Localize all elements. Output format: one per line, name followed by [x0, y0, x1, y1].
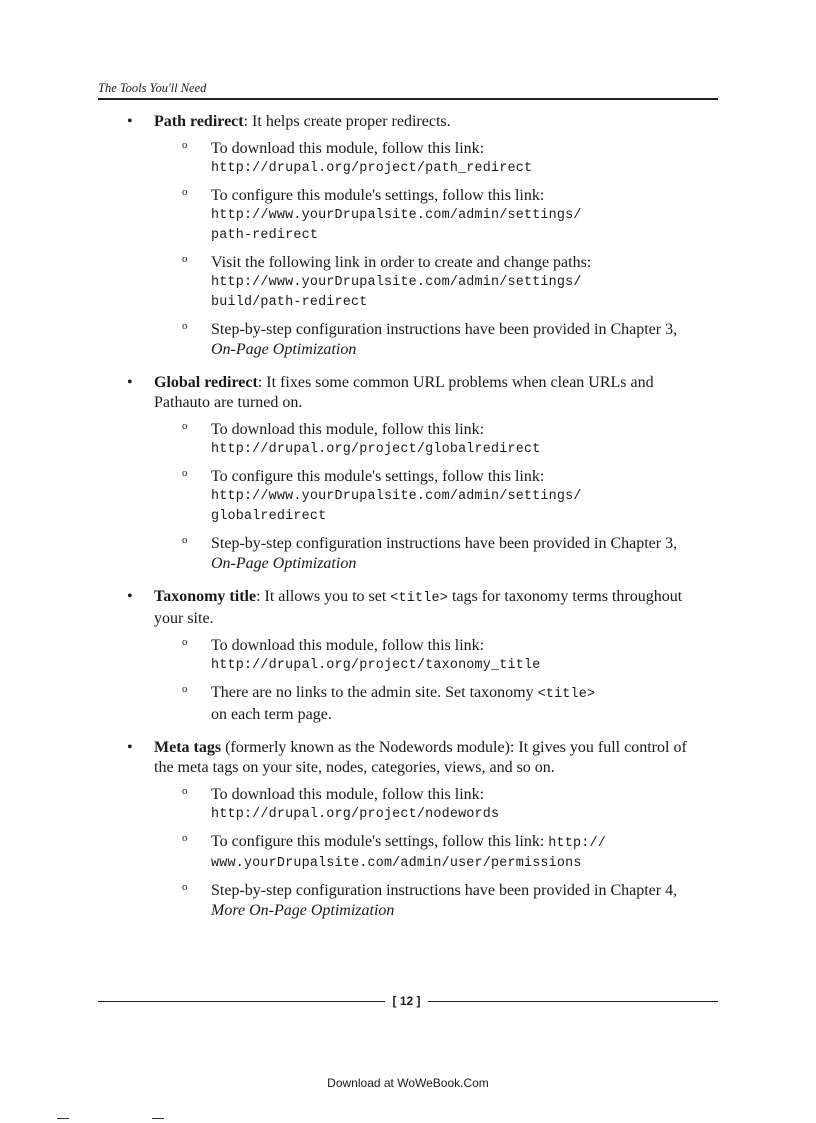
circle-bullet-icon: o: [182, 420, 188, 432]
chapter-reference: On-Page Optimization: [211, 341, 357, 358]
circle-bullet-icon: o: [182, 253, 188, 265]
scan-mark: [57, 1118, 69, 1119]
module-name: Taxonomy title: [154, 588, 257, 605]
sub-item: [182, 139, 701, 179]
page-number: [ 12 ]: [392, 994, 421, 1008]
circle-bullet-icon: o: [182, 534, 188, 546]
footer-divider-right: [428, 1001, 718, 1002]
sub-item: [182, 467, 701, 527]
sub-item-text: Visit the following link in order to create and change paths:: [211, 254, 592, 271]
sub-item-text: To configure this module's settings, follow this link:: [211, 833, 549, 850]
bullet-icon: •: [127, 739, 133, 756]
url-text: http://drupal.org/project/path_redirect: [211, 161, 533, 176]
sub-item-text: To configure this module's settings, follow this link:: [211, 187, 545, 204]
sub-item: [182, 420, 701, 460]
circle-bullet-icon: o: [182, 139, 188, 151]
sub-item: [182, 683, 701, 725]
url-text: globalredirect: [211, 509, 327, 524]
url-text: http://www.yourDrupalsite.com/admin/settings/: [211, 275, 582, 290]
circle-bullet-icon: o: [182, 186, 188, 198]
url-text: path-redirect: [211, 228, 319, 243]
sub-item-text: on each term page.: [211, 706, 332, 723]
sub-item: [182, 320, 701, 360]
list-item-taxonomy-title: [127, 587, 694, 725]
module-name: Path redirect: [154, 113, 244, 130]
list-item-path-redirect: [127, 112, 694, 360]
download-note: Download at WoWeBook.Com: [327, 1076, 489, 1090]
circle-bullet-icon: o: [182, 881, 188, 893]
circle-bullet-icon: o: [182, 785, 188, 797]
url-text: build/path-redirect: [211, 295, 368, 310]
circle-bullet-icon: o: [182, 832, 188, 844]
url-text: http://: [548, 836, 606, 851]
sub-item-text: There are no links to the admin site. Set taxonomy: [211, 684, 538, 701]
module-description: : It allows you to set: [256, 588, 391, 605]
module-description: : It fixes some common URL problems when clean URLs and Pathauto are turned on.: [154, 374, 654, 411]
sub-item-text: Step-by-step configuration instructions have been provided in Chapter 3,: [211, 535, 678, 552]
module-description: (formerly known as the Nodewords module): It gives you full control of the meta tags on your site, nodes, categories, views, and so on.: [154, 739, 687, 776]
circle-bullet-icon: o: [182, 636, 188, 648]
sub-item-text: To download this module, follow this link:: [211, 786, 485, 803]
bullet-icon: •: [127, 113, 133, 130]
sub-item: [182, 534, 701, 574]
page-footer: [98, 993, 718, 1009]
url-text: http://drupal.org/project/globalredirect: [211, 442, 541, 457]
footer-divider-left: [98, 1001, 385, 1002]
module-description: : It helps create proper redirects.: [243, 113, 451, 130]
circle-bullet-icon: o: [182, 320, 188, 332]
sub-item-text: To download this module, follow this link:: [211, 421, 485, 438]
code-tag: <title>: [390, 591, 448, 606]
bullet-icon: •: [127, 588, 133, 605]
page-body: [0, 112, 816, 934]
sub-item-text: To download this module, follow this link:: [211, 140, 485, 157]
circle-bullet-icon: o: [182, 467, 188, 479]
module-name: Meta tags: [154, 739, 222, 756]
scan-marks: [57, 1118, 167, 1121]
list-item-meta-tags: [127, 738, 694, 921]
list-item-global-redirect: [127, 373, 694, 574]
module-name: Global redirect: [154, 374, 258, 391]
scan-mark: [152, 1118, 164, 1119]
chapter-reference: More On-Page Optimization: [211, 902, 395, 919]
sub-item-text: Step-by-step configuration instructions have been provided in Chapter 3,: [211, 321, 678, 338]
sub-item: [182, 785, 701, 825]
url-text: http://www.yourDrupalsite.com/admin/settings/: [211, 489, 582, 504]
chapter-reference: On-Page Optimization: [211, 555, 357, 572]
sub-item: [182, 881, 701, 921]
sub-item: [182, 253, 701, 313]
sub-item-text: To download this module, follow this link:: [211, 637, 485, 654]
sub-item: [182, 636, 701, 676]
sub-item-text: To configure this module's settings, follow this link:: [211, 468, 545, 485]
running-title: The Tools You'll Need: [98, 81, 207, 95]
running-header: [98, 80, 718, 100]
sub-item-text: Step-by-step configuration instructions have been provided in Chapter 4,: [211, 882, 678, 899]
module-description: tags for taxonomy terms throughout your site.: [154, 588, 683, 627]
code-tag: <title>: [537, 687, 596, 702]
url-text: http://drupal.org/project/taxonomy_title: [211, 658, 541, 673]
url-text: http://drupal.org/project/nodewords: [211, 807, 500, 822]
sub-item: [182, 832, 701, 874]
url-text: http://www.yourDrupalsite.com/admin/settings/: [211, 208, 582, 223]
bullet-icon: •: [127, 374, 133, 391]
circle-bullet-icon: o: [182, 683, 188, 695]
url-text: www.yourDrupalsite.com/admin/user/permissions: [211, 856, 582, 871]
sub-item: [182, 186, 701, 246]
